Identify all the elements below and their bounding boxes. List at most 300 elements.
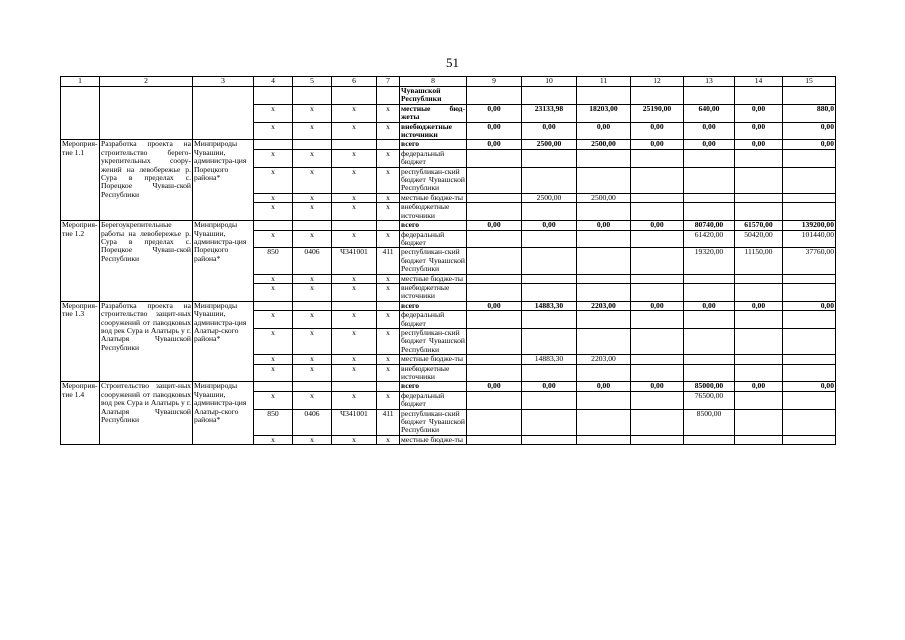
amount-cell: 0,00 <box>631 122 684 140</box>
amount-cell <box>684 167 735 193</box>
code-cell: 0406 <box>293 248 332 274</box>
amount-cell: 0,00 <box>783 301 836 310</box>
code-cell: x <box>377 364 400 382</box>
event-name: Мероприя-тие 1.1 <box>61 140 100 221</box>
amount-cell: 50420,00 <box>735 230 783 248</box>
amount-cell <box>467 203 522 221</box>
amount-cell: 2500,00 <box>522 193 577 202</box>
code-cell: x <box>293 355 332 364</box>
amount-cell <box>467 283 522 301</box>
amount-cell <box>522 311 577 329</box>
amount-cell: 101440,00 <box>783 230 836 248</box>
amount-cell <box>467 435 522 444</box>
amount-cell: 0,00 <box>783 140 836 149</box>
code-cell: x <box>254 149 293 167</box>
code-cell: x <box>377 274 400 283</box>
code-cell: 0406 <box>293 409 332 435</box>
code-cell: x <box>377 149 400 167</box>
amount-cell: 640,00 <box>684 104 735 122</box>
amount-cell <box>631 283 684 301</box>
amount-cell: 14883,30 <box>522 301 577 310</box>
amount-cell: 0,00 <box>735 301 783 310</box>
code-cell: x <box>332 391 377 409</box>
code-cell: x <box>332 311 377 329</box>
amount-cell: 0,00 <box>577 382 631 391</box>
amount-cell <box>735 328 783 354</box>
page-number: 51 <box>446 55 459 70</box>
amount-cell: 0,00 <box>467 301 522 310</box>
amount-cell <box>783 391 836 409</box>
amount-cell <box>735 149 783 167</box>
amount-cell <box>577 149 631 167</box>
amount-cell <box>783 167 836 193</box>
code-cell: x <box>332 274 377 283</box>
amount-cell <box>783 274 836 283</box>
code-cell: x <box>293 364 332 382</box>
amount-cell <box>631 167 684 193</box>
amount-cell: 0,00 <box>735 140 783 149</box>
amount-cell <box>467 248 522 274</box>
amount-cell <box>735 355 783 364</box>
amount-cell <box>684 364 735 382</box>
code-cell: x <box>332 122 377 140</box>
amount-cell <box>467 230 522 248</box>
code-cell: x <box>377 167 400 193</box>
table-row <box>61 140 836 149</box>
amount-cell: 76500,00 <box>684 391 735 409</box>
code-cell <box>293 382 332 391</box>
amount-cell: 880,0 <box>783 104 836 122</box>
empty-cell <box>254 87 293 105</box>
event-executor: Минприроды Чувашии, администра-ция Порецкого района* <box>193 221 254 302</box>
amount-cell: 0,00 <box>467 382 522 391</box>
code-cell <box>332 221 377 230</box>
column-number: 14 <box>735 77 783 87</box>
funding-source: федеральный бюджет <box>400 149 467 167</box>
amount-cell <box>631 409 684 435</box>
table-row <box>61 301 836 310</box>
empty-cell <box>332 87 377 105</box>
code-cell: x <box>293 435 332 444</box>
code-cell: x <box>332 283 377 301</box>
amount-cell <box>577 274 631 283</box>
code-cell: x <box>254 193 293 202</box>
amount-cell <box>522 409 577 435</box>
funding-source: Чувашской Республики <box>400 87 467 105</box>
amount-cell: 37760,00 <box>783 248 836 274</box>
amount-cell <box>467 311 522 329</box>
amount-cell: 0,00 <box>631 301 684 310</box>
amount-cell: 2500,00 <box>577 140 631 149</box>
amount-cell <box>631 355 684 364</box>
amount-cell <box>522 328 577 354</box>
amount-cell <box>631 203 684 221</box>
amount-cell <box>577 328 631 354</box>
funding-source: республикан-ский бюджет Чувашской Республики <box>401 328 465 354</box>
amount-cell <box>467 149 522 167</box>
code-cell: x <box>377 283 400 301</box>
amount-cell <box>577 230 631 248</box>
amount-cell: 0,00 <box>577 221 631 230</box>
amount-cell: 0,00 <box>631 221 684 230</box>
code-cell: Ч341001 <box>332 409 377 435</box>
amount-cell: 2203,00 <box>577 301 631 310</box>
funding-source: всего <box>400 382 467 391</box>
empty-cell <box>631 87 684 105</box>
code-cell: x <box>254 274 293 283</box>
code-cell: x <box>377 104 400 122</box>
amount-cell <box>522 391 577 409</box>
amount-cell <box>684 283 735 301</box>
amount-cell <box>631 328 684 354</box>
amount-cell: 0,00 <box>684 140 735 149</box>
amount-cell <box>783 409 836 435</box>
amount-cell: 0,00 <box>735 104 783 122</box>
code-cell: x <box>377 435 400 444</box>
amount-cell <box>577 203 631 221</box>
code-cell <box>293 301 332 310</box>
amount-cell <box>467 193 522 202</box>
amount-cell: 0,00 <box>735 122 783 140</box>
amount-cell <box>684 328 735 354</box>
code-cell: 850 <box>254 248 293 274</box>
code-cell <box>377 221 400 230</box>
funding-source: всего <box>400 140 467 149</box>
amount-cell <box>467 409 522 435</box>
funding-source: внебюджетные источники <box>400 364 467 382</box>
code-cell: x <box>293 328 332 354</box>
amount-cell: 23133,98 <box>522 104 577 122</box>
amount-cell: 61420,00 <box>684 230 735 248</box>
funding-source: внебюджетные источники <box>400 283 467 301</box>
amount-cell <box>631 193 684 202</box>
code-cell: x <box>377 122 400 140</box>
code-cell: x <box>332 435 377 444</box>
code-cell: x <box>293 230 332 248</box>
amount-cell <box>577 167 631 193</box>
table-row <box>61 221 836 230</box>
code-cell <box>377 301 400 310</box>
funding-source: республикан-ский бюджет Чувашской Республики <box>401 167 465 193</box>
amount-cell <box>684 355 735 364</box>
amount-cell <box>783 435 836 444</box>
code-cell: x <box>254 283 293 301</box>
amount-cell <box>783 193 836 202</box>
amount-cell <box>522 283 577 301</box>
amount-cell <box>783 355 836 364</box>
amount-cell: 0,00 <box>684 122 735 140</box>
code-cell: Ч341001 <box>332 248 377 274</box>
funding-source: внебюджетные источники <box>400 203 467 221</box>
amount-cell <box>684 203 735 221</box>
code-cell: x <box>332 230 377 248</box>
funding-source: местные бюдже-ты <box>400 435 467 444</box>
amount-cell <box>783 149 836 167</box>
amount-cell <box>467 391 522 409</box>
amount-cell <box>631 435 684 444</box>
funding-source: местные бюдже-ты <box>400 355 467 364</box>
amount-cell <box>467 328 522 354</box>
event-description: Строительство защит-ных сооружений от паводковых вод рек Сура и Алатырь у г. Алатыря Чувашской Республики <box>100 382 193 445</box>
amount-cell <box>684 435 735 444</box>
amount-cell <box>735 435 783 444</box>
amount-cell: 0,00 <box>522 122 577 140</box>
code-cell: x <box>254 203 293 221</box>
amount-cell <box>577 391 631 409</box>
table-row <box>61 382 836 391</box>
funding-source: местные бюдже-ты <box>400 193 467 202</box>
amount-cell: 2500,00 <box>577 193 631 202</box>
code-cell <box>254 301 293 310</box>
code-cell: x <box>254 391 293 409</box>
code-cell: x <box>332 104 377 122</box>
amount-cell <box>467 364 522 382</box>
code-cell: x <box>254 230 293 248</box>
code-cell: x <box>293 104 332 122</box>
code-cell: 411 <box>377 248 400 274</box>
amount-cell: 0,00 <box>783 122 836 140</box>
column-number: 1 <box>61 77 100 87</box>
amount-cell <box>735 193 783 202</box>
amount-cell: 139200,00 <box>783 221 836 230</box>
amount-cell <box>631 391 684 409</box>
amount-cell <box>577 409 631 435</box>
amount-cell: 61570,00 <box>735 221 783 230</box>
amount-cell <box>631 149 684 167</box>
code-cell: x <box>377 328 400 354</box>
amount-cell <box>735 391 783 409</box>
amount-cell <box>522 435 577 444</box>
amount-cell <box>467 167 522 193</box>
amount-cell <box>783 328 836 354</box>
empty-cell <box>61 87 100 140</box>
column-number: 7 <box>377 77 400 87</box>
empty-cell <box>684 87 735 105</box>
code-cell: 411 <box>377 409 400 435</box>
amount-cell <box>735 283 783 301</box>
amount-cell <box>735 274 783 283</box>
amount-cell <box>684 149 735 167</box>
code-cell: x <box>332 167 377 193</box>
code-cell: x <box>377 311 400 329</box>
event-description: Разработка проекта на строительство защит-ных сооружений от паводковых вод рек Сура и Алатырь у г. Алатыря Чувашской Республики <box>100 301 193 382</box>
amount-cell: 80740,00 <box>684 221 735 230</box>
code-cell: x <box>254 364 293 382</box>
column-number: 6 <box>332 77 377 87</box>
amount-cell <box>631 274 684 283</box>
code-cell: x <box>377 230 400 248</box>
amount-cell <box>783 283 836 301</box>
code-cell: x <box>332 193 377 202</box>
amount-cell <box>522 149 577 167</box>
column-number: 15 <box>783 77 836 87</box>
code-cell: x <box>332 203 377 221</box>
amount-cell <box>522 230 577 248</box>
amount-cell <box>467 355 522 364</box>
code-cell: x <box>377 193 400 202</box>
amount-cell: 0,00 <box>783 382 836 391</box>
amount-cell <box>577 283 631 301</box>
code-cell: 850 <box>254 409 293 435</box>
code-cell: x <box>254 311 293 329</box>
amount-cell: 0,00 <box>631 140 684 149</box>
funding-source: республикан-ский бюджет Чувашской Республики <box>401 247 465 274</box>
amount-cell <box>522 203 577 221</box>
empty-cell <box>577 87 631 105</box>
event-executor: Минприроды Чувашии, администра-ция Алатыр-ского района* <box>193 301 254 382</box>
code-cell <box>332 301 377 310</box>
amount-cell: 0,00 <box>522 382 577 391</box>
code-cell: x <box>332 149 377 167</box>
amount-cell: 19320,00 <box>684 248 735 274</box>
code-cell: x <box>293 391 332 409</box>
empty-cell <box>783 87 836 105</box>
amount-cell: 8500,00 <box>684 409 735 435</box>
event-name: Мероприя-тие 1.4 <box>61 382 100 445</box>
column-number: 2 <box>100 77 193 87</box>
amount-cell: 0,00 <box>467 122 522 140</box>
code-cell: x <box>254 104 293 122</box>
budget-table <box>60 76 836 445</box>
code-cell: x <box>293 167 332 193</box>
code-cell: x <box>254 355 293 364</box>
column-number: 3 <box>193 77 254 87</box>
code-cell <box>332 382 377 391</box>
code-cell: x <box>293 311 332 329</box>
amount-cell <box>631 230 684 248</box>
empty-cell <box>377 87 400 105</box>
event-executor: Минприроды Чувашии, администра-ция Алатыр-ского района* <box>193 382 254 445</box>
amount-cell: 0,00 <box>735 382 783 391</box>
empty-cell <box>467 87 522 105</box>
code-cell: x <box>293 274 332 283</box>
amount-cell <box>577 248 631 274</box>
funding-source: всего <box>400 221 467 230</box>
code-cell <box>254 221 293 230</box>
amount-cell <box>522 167 577 193</box>
amount-cell: 25190,00 <box>631 104 684 122</box>
amount-cell <box>631 311 684 329</box>
funding-source: внебюджетные источники <box>400 122 467 140</box>
empty-cell <box>193 87 254 140</box>
event-description: Берегоукрепительные работы на левобережье р. Сура в пределах с. Порецкое Чуваш-ской Республики <box>100 221 193 302</box>
column-number: 9 <box>467 77 522 87</box>
code-cell: x <box>254 435 293 444</box>
amount-cell <box>522 248 577 274</box>
amount-cell <box>467 274 522 283</box>
amount-cell <box>735 203 783 221</box>
funding-source: местные бюд-жеты <box>401 104 465 122</box>
code-cell: x <box>293 193 332 202</box>
amount-cell <box>783 203 836 221</box>
amount-cell <box>577 435 631 444</box>
amount-cell: 14883,30 <box>522 355 577 364</box>
column-number: 4 <box>254 77 293 87</box>
amount-cell: 0,00 <box>467 221 522 230</box>
column-number: 11 <box>577 77 631 87</box>
amount-cell: 11150,00 <box>735 248 783 274</box>
empty-cell <box>735 87 783 105</box>
amount-cell <box>684 193 735 202</box>
amount-cell <box>522 274 577 283</box>
code-cell <box>377 140 400 149</box>
column-number-row <box>61 77 836 87</box>
empty-cell <box>293 87 332 105</box>
amount-cell <box>783 311 836 329</box>
event-name: Мероприя-тие 1.3 <box>61 301 100 382</box>
code-cell: x <box>293 122 332 140</box>
code-cell: x <box>254 328 293 354</box>
amount-cell <box>735 364 783 382</box>
code-cell: x <box>332 328 377 354</box>
code-cell: x <box>377 355 400 364</box>
code-cell: x <box>293 203 332 221</box>
amount-cell <box>735 311 783 329</box>
amount-cell: 85000,00 <box>684 382 735 391</box>
empty-cell <box>522 87 577 105</box>
funding-source: всего <box>400 301 467 310</box>
amount-cell <box>631 364 684 382</box>
funding-source: республикан-ский бюджет Чувашской Республики <box>401 409 465 435</box>
funding-source: федеральный бюджет <box>400 230 467 248</box>
column-number: 12 <box>631 77 684 87</box>
amount-cell: 2203,00 <box>577 355 631 364</box>
amount-cell: 0,00 <box>522 221 577 230</box>
column-number: 13 <box>684 77 735 87</box>
event-name: Мероприя-тие 1.2 <box>61 221 100 302</box>
amount-cell: 0,00 <box>577 122 631 140</box>
column-number: 10 <box>522 77 577 87</box>
amount-cell <box>684 311 735 329</box>
code-cell: x <box>377 203 400 221</box>
code-cell <box>254 140 293 149</box>
code-cell: x <box>293 283 332 301</box>
funding-source: местные бюдже-ты <box>400 274 467 283</box>
code-cell: x <box>377 391 400 409</box>
code-cell: x <box>254 122 293 140</box>
code-cell: x <box>254 167 293 193</box>
amount-cell <box>735 409 783 435</box>
empty-cell <box>100 87 193 140</box>
code-cell <box>332 140 377 149</box>
amount-cell: 0,00 <box>467 104 522 122</box>
column-number: 8 <box>400 77 467 87</box>
amount-cell <box>783 364 836 382</box>
code-cell <box>293 140 332 149</box>
table-row <box>61 87 836 105</box>
code-cell: x <box>293 149 332 167</box>
amount-cell: 0,00 <box>631 382 684 391</box>
amount-cell: 2500,00 <box>522 140 577 149</box>
amount-cell <box>631 248 684 274</box>
amount-cell <box>684 274 735 283</box>
code-cell <box>254 382 293 391</box>
funding-source: федеральный бюджет <box>400 311 467 329</box>
amount-cell <box>577 364 631 382</box>
code-cell: x <box>332 355 377 364</box>
amount-cell: 0,00 <box>684 301 735 310</box>
event-executor: Минприроды Чувашии, администра-ция Порецкого района* <box>193 140 254 221</box>
column-number: 5 <box>293 77 332 87</box>
code-cell <box>377 382 400 391</box>
amount-cell <box>735 167 783 193</box>
amount-cell: 0,00 <box>467 140 522 149</box>
code-cell <box>293 221 332 230</box>
code-cell: x <box>332 364 377 382</box>
amount-cell: 18203,00 <box>577 104 631 122</box>
amount-cell <box>522 364 577 382</box>
event-description: Разработка проекта на строительство берего-укрепительных соору-жений на левобережье р. Сура в пределах с. Порецкое Чуваш-ской Республики <box>100 140 193 221</box>
